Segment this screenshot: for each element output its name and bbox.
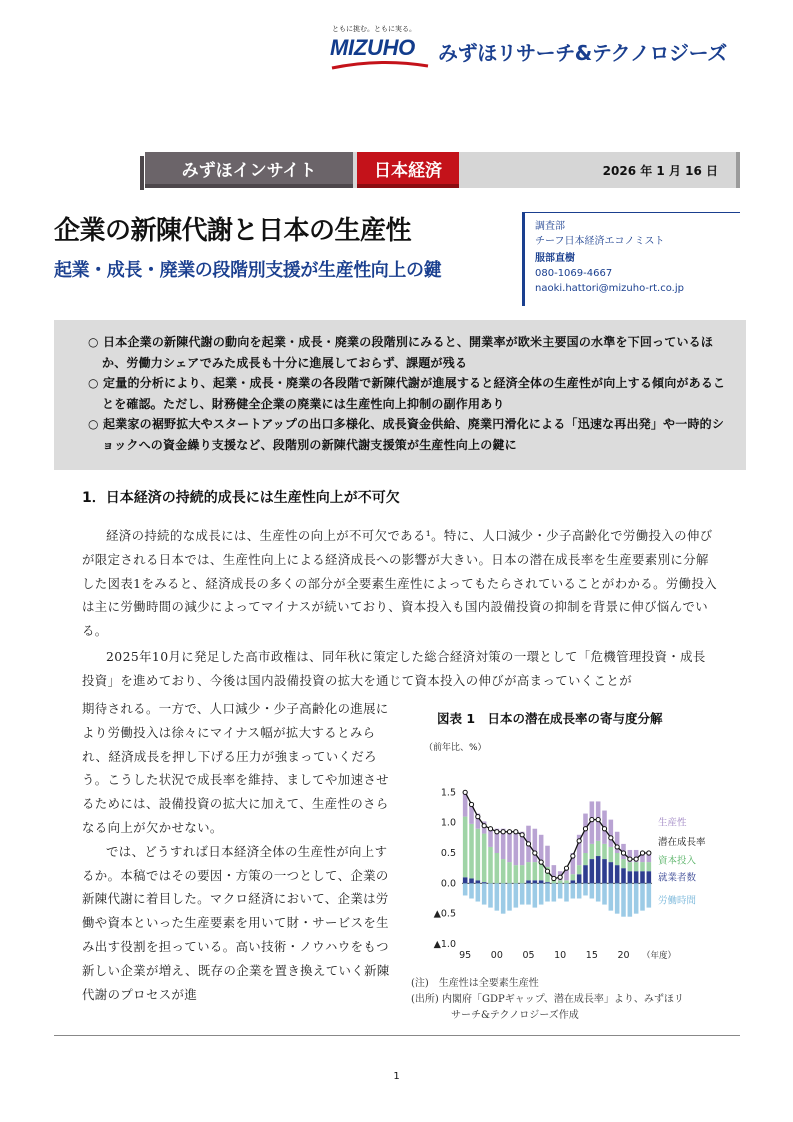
- author-phone: 080-1069-4667: [535, 268, 613, 279]
- bar-employment: [621, 868, 626, 883]
- bar-hours: [571, 883, 576, 898]
- x-axis-unit: （年度）: [642, 951, 677, 961]
- bar-capital: [590, 844, 595, 859]
- bar-capital: [469, 824, 474, 879]
- x-tick-label: 05: [522, 950, 535, 961]
- logo-tagline: ともに挑む。ともに実る。: [332, 25, 416, 33]
- bar-productivity: [533, 829, 538, 862]
- body-paragraph-3: では、どうすれば日本経済全体の生産性が向上するか。本稿ではその要因・方策の一つとして、企業の新陳代謝に着目した。マクロ経済において、企業は労働や資本といった生産要素を用いて財・サービスを生み出す役割を担っている。高い技術・ノウハウをもつ新しい企業が増え、既存の企業を置き換えていく新陳代謝のプロセスが進: [82, 843, 390, 1002]
- bar-capital: [621, 859, 626, 868]
- bar-productivity: [488, 829, 493, 847]
- body-paragraph-2: 2025年10月に発足した高市政権は、同年秋に策定した総合経済対策の一環として「危機管理投資・成長投資」を進めており、今後は国内設備投資の拡大を通じて資本投入の伸びが高まっていくことが: [82, 649, 706, 688]
- bar-productivity: [583, 814, 588, 853]
- bar-hours: [609, 883, 614, 910]
- bar-hours: [476, 883, 481, 901]
- bar-hours: [602, 883, 607, 904]
- line-point: [609, 836, 613, 840]
- line-point: [596, 818, 600, 822]
- category-label: 日本経済: [357, 152, 459, 188]
- bar-employment: [463, 877, 468, 883]
- author-email[interactable]: naoki.hattori@mizuho-rt.co.jp: [535, 283, 684, 294]
- line-point: [590, 818, 594, 822]
- bar-capital: [520, 865, 525, 883]
- line-point: [520, 833, 524, 837]
- chart-source-cont: サーチ&テクノロジーズ作成: [451, 1010, 579, 1021]
- logo-brand: MIZUHO: [330, 35, 415, 60]
- bar-capital: [647, 862, 652, 871]
- header-band-edge: [736, 152, 740, 188]
- line-point: [615, 845, 619, 849]
- potential-growth-chart: [410, 738, 730, 974]
- bar-employment: [469, 878, 474, 883]
- bar-capital: [615, 853, 620, 865]
- bar-capital: [571, 874, 576, 880]
- bar-employment: [533, 880, 538, 883]
- x-tick-label: 10: [554, 950, 567, 961]
- line-point: [647, 851, 651, 855]
- publish-date: 2026 年 1 月 16 日: [602, 163, 718, 178]
- bar-employment: [583, 865, 588, 883]
- line-point: [640, 851, 644, 855]
- footer-rule: [54, 1035, 740, 1036]
- bar-employment: [590, 859, 595, 883]
- chart-notes: [411, 976, 684, 1024]
- bar-hours: [526, 883, 531, 904]
- bar-hours: [621, 883, 626, 916]
- y-tick-label: ▲0.5: [433, 908, 456, 920]
- bar-capital: [596, 841, 601, 856]
- y-tick-label: 0.0: [440, 878, 456, 890]
- summary-item: ○ 定量的分析により、起業・成長・廃業の各段階で新陳代謝が進展すると経済全体の生産性が向上する傾向があることを確認。ただし、財務健全企業の廃業には生産性向上抑制の副作用あり: [88, 376, 726, 411]
- chart-note: (注) 生産性は全要素生産性: [411, 978, 539, 989]
- section-heading: 1．日本経済の持続的成長には生産性向上が不可欠: [82, 490, 400, 506]
- bar-productivity: [545, 846, 550, 867]
- line-point: [507, 830, 511, 834]
- author-department: 調査部: [535, 221, 565, 232]
- bar-employment: [539, 880, 544, 883]
- legend-capital: 資本投入: [658, 855, 697, 867]
- bar-capital: [482, 834, 487, 883]
- company-logo: [330, 24, 750, 72]
- line-point: [634, 857, 638, 861]
- y-tick-label: 1.5: [440, 787, 456, 799]
- body-paragraph-1: 経済の持続的な成長には、生産性の向上が不可欠である¹。特に、人口減少・少子高齢化で労働投入の伸びが限定される日本では、生産性向上による経済成長への影響が大きい。日本の潜在成長率を生産要素別に分解した図表1をみると、経済成長の多くの部分が全要素生産性によってもたらされていることがわかる。労働投入は主に労働時間の減少によってマイナスが続いており、資本投入も国内設備投資の抑制を背景に伸び悩んでいる。: [82, 528, 718, 639]
- series-label: みずほインサイト: [145, 152, 353, 188]
- bar-hours: [488, 883, 493, 907]
- line-point: [621, 851, 625, 855]
- x-tick-label: 95: [459, 950, 472, 961]
- bar-hours: [558, 883, 563, 898]
- y-axis-unit: （前年比、%）: [424, 743, 487, 753]
- page-number: 1: [393, 1071, 400, 1082]
- bar-productivity: [507, 832, 512, 862]
- bar-employment: [545, 882, 550, 883]
- bar-employment: [476, 880, 481, 883]
- bar-capital: [564, 880, 569, 883]
- bar-capital: [640, 862, 645, 871]
- body-paragraph-2-cont: 期待される。一方で、人口減少・少子高齢化の進展により労働投入は徐々にマイナス幅が拡大するとみられ、経済成長を押し下げる圧力が強まっていくだろう。こうした状況で成長率を維持、ましてや加速させるためには、設備投資の拡大に加えて、生産性のさらなる向上が欠かせない。: [82, 701, 389, 835]
- line-point: [564, 866, 568, 870]
- bar-capital: [526, 862, 531, 880]
- bar-hours: [634, 883, 639, 913]
- bar-capital: [507, 862, 512, 883]
- line-point: [482, 824, 486, 828]
- bar-hours: [514, 883, 519, 907]
- bar-hours: [469, 883, 474, 898]
- bar-capital: [628, 862, 633, 871]
- bar-capital: [609, 847, 614, 862]
- page-subtitle: 起業・成長・廃業の段階別支援が生産性向上の鍵: [54, 260, 442, 281]
- bar-hours: [463, 883, 468, 895]
- bar-hours: [520, 883, 525, 904]
- bar-hours: [564, 883, 569, 901]
- bar-hours: [590, 883, 595, 898]
- bar-hours: [533, 883, 538, 907]
- y-tick-label: ▲1.0: [433, 939, 456, 950]
- chart-title: 図表 1 日本の潜在成長率の寄与度分解: [437, 711, 663, 726]
- bar-hours: [495, 883, 500, 910]
- bar-hours: [615, 883, 620, 913]
- summary-item: ○ 起業家の裾野拡大やスタートアップの出口多様化、成長資金供給、廃業円滑化による「迅速な再出発」や一時的ショックへの資金繰り支援など、段階別の新陳代謝支援策が生産性向上の鍵に: [88, 417, 725, 452]
- line-point: [602, 827, 606, 831]
- logo-swoosh-icon: [330, 60, 430, 70]
- bar-capital: [602, 844, 607, 859]
- bar-productivity: [514, 832, 519, 865]
- bar-employment: [640, 871, 645, 883]
- bar-hours: [628, 883, 633, 916]
- bar-employment: [634, 871, 639, 883]
- chart-source: (出所) 内閣府「GDPギャップ、潜在成長率」より、みずほリ: [411, 994, 684, 1005]
- bar-hours: [482, 883, 487, 904]
- x-tick-label: 00: [490, 950, 503, 961]
- bar-hours: [552, 883, 557, 901]
- bar-employment: [526, 880, 531, 883]
- line-point: [539, 860, 543, 864]
- summary-item: ○ 日本企業の新陳代謝の動向を起業・成長・廃業の段階別にみると、開業率が欧米主要国の水準を下回っているほか、労働力シェアでみた成長も十分に進展しておらず、課題が残る: [88, 335, 714, 370]
- legend-potential-growth: 潜在成長率: [658, 837, 706, 849]
- bar-employment: [596, 856, 601, 883]
- bar-hours: [507, 883, 512, 910]
- line-point: [545, 869, 549, 873]
- line-point: [469, 802, 473, 806]
- bar-hours: [539, 883, 544, 904]
- bar-capital: [634, 862, 639, 871]
- bar-hours: [640, 883, 645, 910]
- bar-employment: [482, 882, 487, 883]
- line-point: [495, 830, 499, 834]
- author-name: 服部直樹: [535, 253, 575, 264]
- bar-productivity: [552, 865, 557, 877]
- line-point: [583, 827, 587, 831]
- bar-hours: [596, 883, 601, 901]
- x-tick-label: 20: [617, 950, 630, 961]
- bar-capital: [476, 829, 481, 881]
- line-point: [552, 876, 556, 880]
- line-point: [501, 830, 505, 834]
- summary-box: [54, 320, 746, 470]
- bar-capital: [514, 865, 519, 883]
- bar-capital: [501, 859, 506, 883]
- bar-employment: [602, 859, 607, 883]
- legend-employment: 就業者数: [658, 872, 697, 884]
- x-tick-label: 15: [585, 950, 598, 961]
- bar-hours: [501, 883, 506, 913]
- bar-employment: [577, 874, 582, 883]
- legend-hours: 労働時間: [658, 895, 697, 907]
- logo-company-name: みずほリサーチ&テクノロジーズ: [438, 41, 727, 65]
- line-point: [628, 857, 632, 861]
- bar-employment: [615, 865, 620, 883]
- line-point: [488, 827, 492, 831]
- bar-productivity: [615, 832, 620, 853]
- bar-capital: [577, 865, 582, 874]
- bar-employment: [628, 871, 633, 883]
- bar-capital: [533, 862, 538, 880]
- line-point: [526, 842, 530, 846]
- bar-capital: [463, 817, 468, 878]
- author-box: [522, 212, 740, 306]
- bar-hours: [545, 883, 550, 901]
- bar-productivity: [539, 835, 544, 862]
- line-point: [577, 839, 581, 843]
- line-point: [571, 854, 575, 858]
- bar-hours: [647, 883, 652, 907]
- header-band-shadow: [140, 156, 144, 190]
- bar-capital: [495, 853, 500, 883]
- legend-productivity: 生産性: [658, 817, 687, 829]
- body-left-column: [82, 697, 392, 1006]
- bar-capital: [558, 880, 563, 883]
- line-point: [514, 830, 518, 834]
- bar-capital: [488, 847, 493, 883]
- bar-employment: [571, 880, 576, 883]
- page-title: 企業の新陳代謝と日本の生産性: [54, 216, 412, 246]
- line-point: [533, 851, 537, 855]
- line-point: [476, 815, 480, 819]
- y-tick-label: 0.5: [440, 848, 456, 859]
- line-point: [463, 790, 467, 794]
- line-point: [558, 875, 562, 879]
- author-position: チーフ日本経済エコノミスト: [535, 236, 665, 247]
- bar-hours: [577, 883, 582, 898]
- bar-employment: [609, 862, 614, 883]
- bar-employment: [647, 871, 652, 883]
- bar-capital: [583, 853, 588, 865]
- y-tick-label: 1.0: [440, 817, 456, 829]
- bar-hours: [583, 883, 588, 895]
- bar-productivity: [609, 820, 614, 847]
